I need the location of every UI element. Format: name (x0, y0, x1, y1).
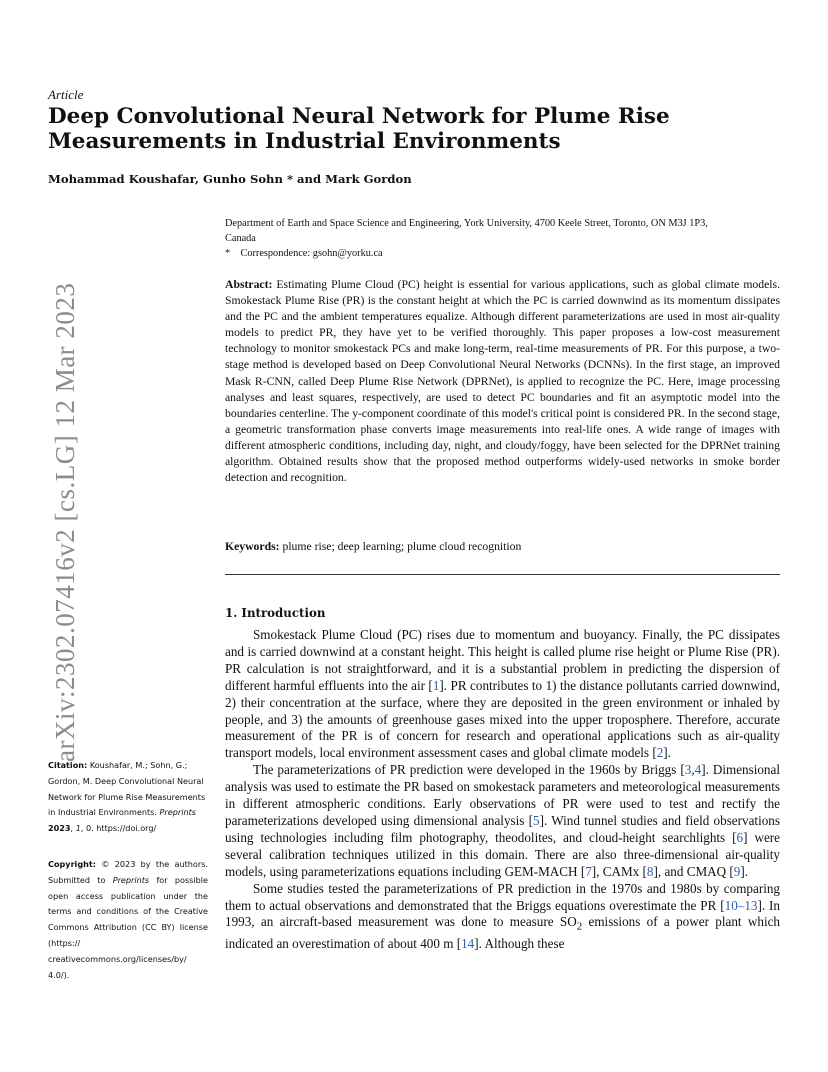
abstract-divider (225, 574, 780, 575)
affiliation-line-1: Department of Earth and Space Science and Engineering, York University, 4700 Keele Street, Toronto, ON M3J 1P3, (225, 218, 708, 229)
paragraph-3-text-b: ]. In 1993, an aircraft-based measurement was done to measure SO (225, 897, 780, 930)
keywords-label: Keywords: (225, 540, 280, 553)
copyright-text (48, 857, 208, 983)
paragraph-2-text-g: ]. (740, 863, 749, 879)
copyright-label: Copyright: (48, 859, 96, 869)
paragraph-2 (225, 762, 780, 880)
citation-pages: , 0. (80, 823, 94, 834)
abstract (225, 277, 780, 486)
copyright-body-b: for possible open access publication under the terms and conditions of the Creative Commons Attribution (CC BY) license (https:// creativecommons.org/licenses/by/ 4.0/). (48, 874, 208, 980)
copyright-box (48, 857, 208, 983)
citation-link[interactable]: 1 (432, 677, 440, 693)
citation-journal: Preprints (159, 807, 196, 818)
citation-link[interactable]: 6 (736, 829, 744, 845)
paragraph-3-text-d: ]. Although these (474, 935, 565, 951)
paragraph-1 (225, 627, 780, 762)
citation-range-dash: – (737, 897, 745, 913)
keywords (225, 539, 780, 555)
arxiv-identifier-text: arXiv:2302.07416v2 [cs.LG] 12 Mar 2023 (50, 282, 80, 762)
paragraph-3-text-a: Some studies tested the parameterizations of PR prediction in the 1970s and 1980s by comparing them to actual observations and demonstrated that the Briggs equations overestimate the PR [ (225, 880, 780, 913)
citation-link[interactable]: 10 (724, 897, 738, 913)
citation-link[interactable]: 8 (646, 863, 654, 879)
citation-body: Koushafar, M.; Sohn, G.; Gordon, M. Deep Convolutional Neural Network for Plume Rise Measurements in Industrial Environments. (48, 760, 206, 818)
subscript-2: 2 (576, 921, 583, 934)
citation-link[interactable]: 4 (694, 762, 702, 778)
citation-box (48, 758, 208, 837)
paper-title (48, 104, 688, 154)
paper-title-line-1: Deep Convolutional Neural Network for Plume Rise (48, 104, 670, 129)
paragraph-2-text-f: ], and CMAQ [ (653, 863, 734, 879)
introduction-body (225, 627, 780, 953)
affiliation-line-2: Canada (225, 233, 256, 244)
correspondence-mark: * (225, 248, 231, 259)
correspondence-email: Correspondence: gsohn@yorku.ca (240, 248, 383, 259)
citation-link[interactable]: 14 (461, 935, 475, 951)
citation-text: Citation: Koushafar, M.; Sohn, G.; Gordon, M. Deep Convolutional Neural Network for Plume Rise Measurements in Industrial Environments. Preprints 2023, 1, 0. https://doi.org/ (48, 760, 206, 834)
citation-link[interactable]: 9 (733, 863, 741, 879)
citation-link[interactable]: 5 (533, 812, 540, 828)
citation-label: Citation: (48, 760, 88, 770)
paragraph-2-text-e: ], CAMx [ (591, 863, 647, 879)
paragraph-3 (225, 881, 780, 953)
paragraph-2-text-c: ]. Wind tunnel studies and field observations using technologies including film photography, theodolites, and cloud-height searchlights [ (225, 812, 780, 845)
copyright-body-a: © 2023 by the authors. Submitted to (48, 859, 208, 885)
paragraph-2-text-a: The parameterizations of PR prediction were developed in the 1960s by Briggs [ (253, 762, 685, 778)
citation-link[interactable]: 13 (744, 897, 758, 913)
paper-title-line-2: Measurements in Industrial Environments (48, 129, 561, 154)
paragraph-1-text-c: ]. (663, 745, 671, 761)
section-heading-introduction: 1. Introduction (225, 606, 326, 620)
author-list: Mohammad Koushafar, Gunho Sohn * and Mark Gordon (48, 172, 412, 186)
citation-link[interactable]: 3 (684, 762, 692, 778)
citation-doi[interactable]: https://doi.org/ (96, 823, 157, 834)
citation-link[interactable]: 7 (585, 863, 592, 879)
citation-separator: , (691, 762, 695, 778)
paragraph-3-text-c: emissions of a power plant which indicated an overestimation of about 400 m [ (225, 914, 780, 951)
paragraph-2-text-d: ] were several calibration techniques utilized in this domain. There are also three-dimensional air-quality models, using parameterizations equations including GEM-MACH [ (225, 829, 780, 879)
paragraph-1-text-a: Smokestack Plume Cloud (PC) rises due to momentum and buoyancy. Finally, the PC dissipates and is carried downwind at a constant height. This height is called plume rise height or Plume Rise (PR). PR calculation is not straightforward, and it is a substantial problem in predicting the dispersion of different harmful effluents into the air [ (225, 627, 780, 693)
paragraph-2-text-b: ]. Dimensional analysis was used to estimate the PR based on smokestack parameters and meteorological measurements in different atmospheric conditions. Early observations of PR were used to test and rectify the parameterizations developed using dimensional analysis [ (225, 762, 780, 828)
citation-link[interactable]: 2 (656, 745, 664, 761)
citation-year: 2023 (48, 823, 71, 834)
paragraph-1-text-b: ]. PR contributes to 1) the distance pollutants carried downwind, 2) their concentration at the surface, where they are deposited in the green environment or inhaled by people, and 3) the amounts of greenhouse gases mixed into the upper troposphere. Therefore, accurate measurement of the PR is of concern for research and operational applications such as air-quality transport models, local environment assessment cases and global climate models [ (225, 677, 780, 761)
arxiv-identifier (10, 282, 80, 762)
abstract-text: Estimating Plume Cloud (PC) height is essential for various applications, such as global climate models. Smokestack Plume Rise (PR) is the constant height at which the PC is carried downwind as its momentum dissipates and the PC and the ambient temperatures equalize. Although different parameterizations are used in most air-quality models to predict PR, they have yet to be verified thoroughly. This paper proposes a low-cost measurement technology to monitor smokestack PCs and make long-term, real-time measurements of PR. For this purpose, a two-stage method is developed based on Deep Convolutional Neural Networks (DCNNs). In the first stage, an improved Mask R-CNN, called Deep Plume Rise Network (DPRNet), is applied to recognize the PC. Here, image processing analyses and least squares, respectively, are used to detect PC boundaries and fit an asymptotic model into the boundaries centerline. The y-component coordinate of this model's critical point is considered PR. In the second stage, a geometric transformation phase converts image measurements into real-life ones. A wide range of images with different atmospheric conditions, including day, night, and cloudy/foggy, have been selected for the DPRNet training algorithm. Obtained results show that the proposed method outperforms widely-used networks in smoke border detection and recognition. (225, 278, 780, 485)
article-type-label: Article (48, 87, 84, 102)
affiliation-block (225, 216, 780, 261)
correspondence (225, 246, 780, 261)
keywords-text: plume rise; deep learning; plume cloud recognition (282, 540, 522, 553)
citation-volume: 1 (75, 823, 81, 834)
abstract-label: Abstract: (225, 278, 273, 291)
copyright-journal: Preprints (112, 874, 150, 885)
